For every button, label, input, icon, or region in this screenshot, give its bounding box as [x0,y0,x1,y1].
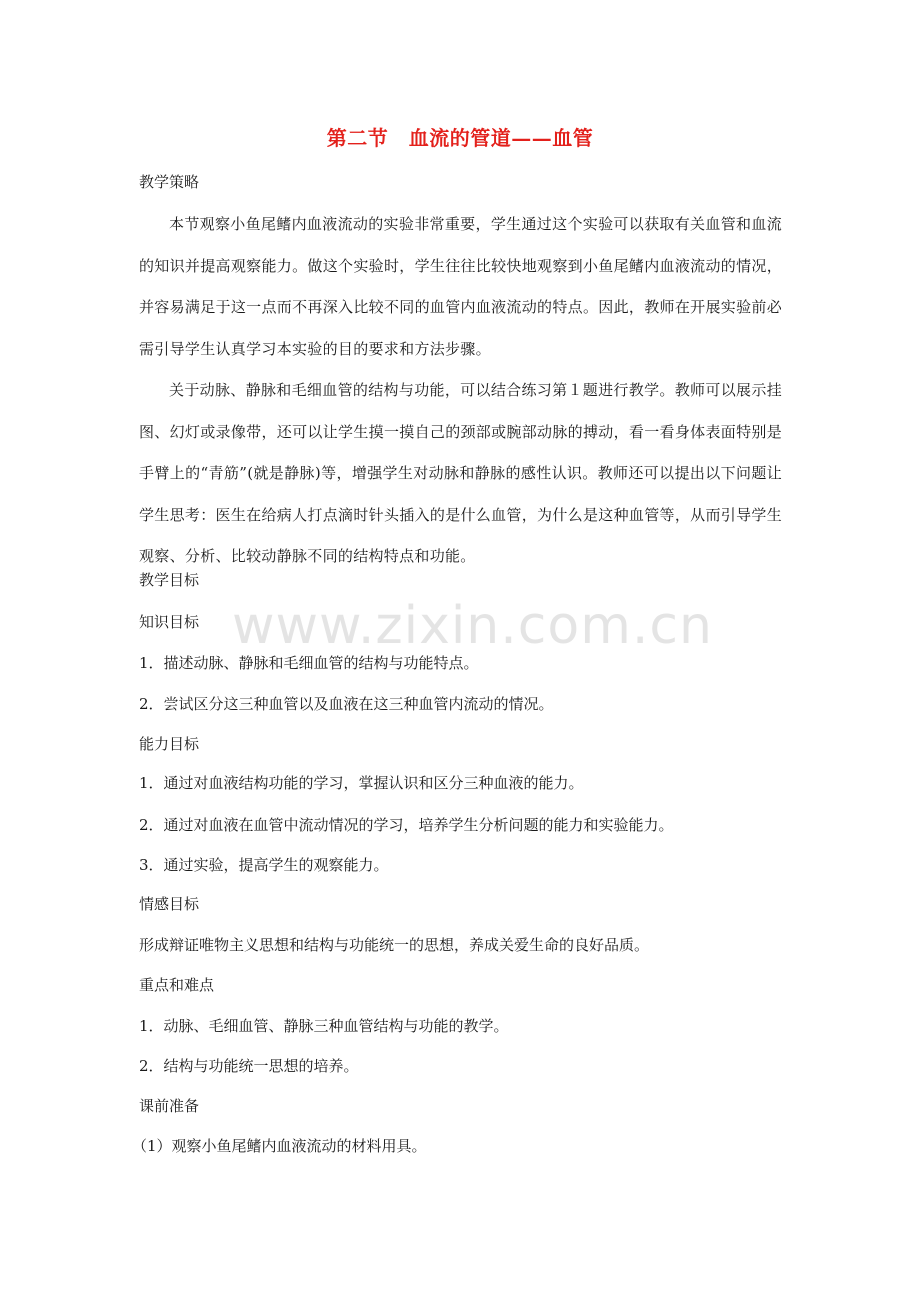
knowledge-item-1: 1．描述动脉、静脉和毛细血管的结构与功能特点。 [139,654,479,672]
heading-strategy: 教学策略 [139,173,200,191]
ability-item-2: 2．通过对血液在血管中流动情况的学习，培养学生分析问题的能力和实验能力。 [139,816,674,834]
heading-ability: 能力目标 [139,735,200,753]
heading-emotion: 情感目标 [139,895,200,913]
preparation-item-1: （1）观察小鱼尾鳍内血液流动的材料用具。 [132,1137,427,1155]
page-title: 第二节 血流的管道——血管 [326,126,594,150]
heading-goals: 教学目标 [139,571,200,589]
emotion-item-1: 形成辩证唯物主义思想和结构与功能统一的思想，养成关爱生命的良好品质。 [139,936,650,954]
heading-knowledge: 知识目标 [139,613,200,631]
key-item-2: 2．结构与功能统一思想的培养。 [139,1057,359,1075]
knowledge-item-2: 2．尝试区分这三种血管以及血液在这三种血管内流动的情况。 [139,695,554,713]
heading-preparation: 课前准备 [139,1097,200,1115]
ability-item-3: 3．通过实验，提高学生的观察能力。 [139,856,389,874]
paragraph-strategy-2: 关于动脉、静脉和毛细血管的结构与功能，可以结合练习第１题进行教学。教师可以展示挂图、幻灯或录像带，还可以让学生摸一摸自己的颈部或腕部动脉的搏动，看一看身体表面特别是手臂上的“青筋”(就是静脉)等，增强学生对动脉和静脉的感性认识。教师还可以提出以下问题让学生思考：医生在给病人打点滴时针头插入的是什么血管，为什么是这种血管等，从而引导学生观察、分析、比较动静脉不同的结构特点和功能。 [139,381,782,565]
watermark: www.zixin.com.cn [232,596,713,656]
heading-key-points: 重点和难点 [139,976,215,994]
ability-item-1: 1．通过对血液结构功能的学习，掌握认识和区分三种血液的能力。 [139,774,584,792]
key-item-1: 1．动脉、毛细血管、静脉三种血管结构与功能的教学。 [139,1017,509,1035]
paragraph-strategy-1: 本节观察小鱼尾鳍内血液流动的实验非常重要，学生通过这个实验可以获取有关血管和血流的知识并提高观察能力。做这个实验时，学生往往比较快地观察到小鱼尾鳍内血液流动的情况，并容易满足于这一点而不再深入比较不同的血管内血液流动的特点。因此，教师在开展实验前必需引导学生认真学习本实验的目的要求和方法步骤。 [139,215,782,358]
